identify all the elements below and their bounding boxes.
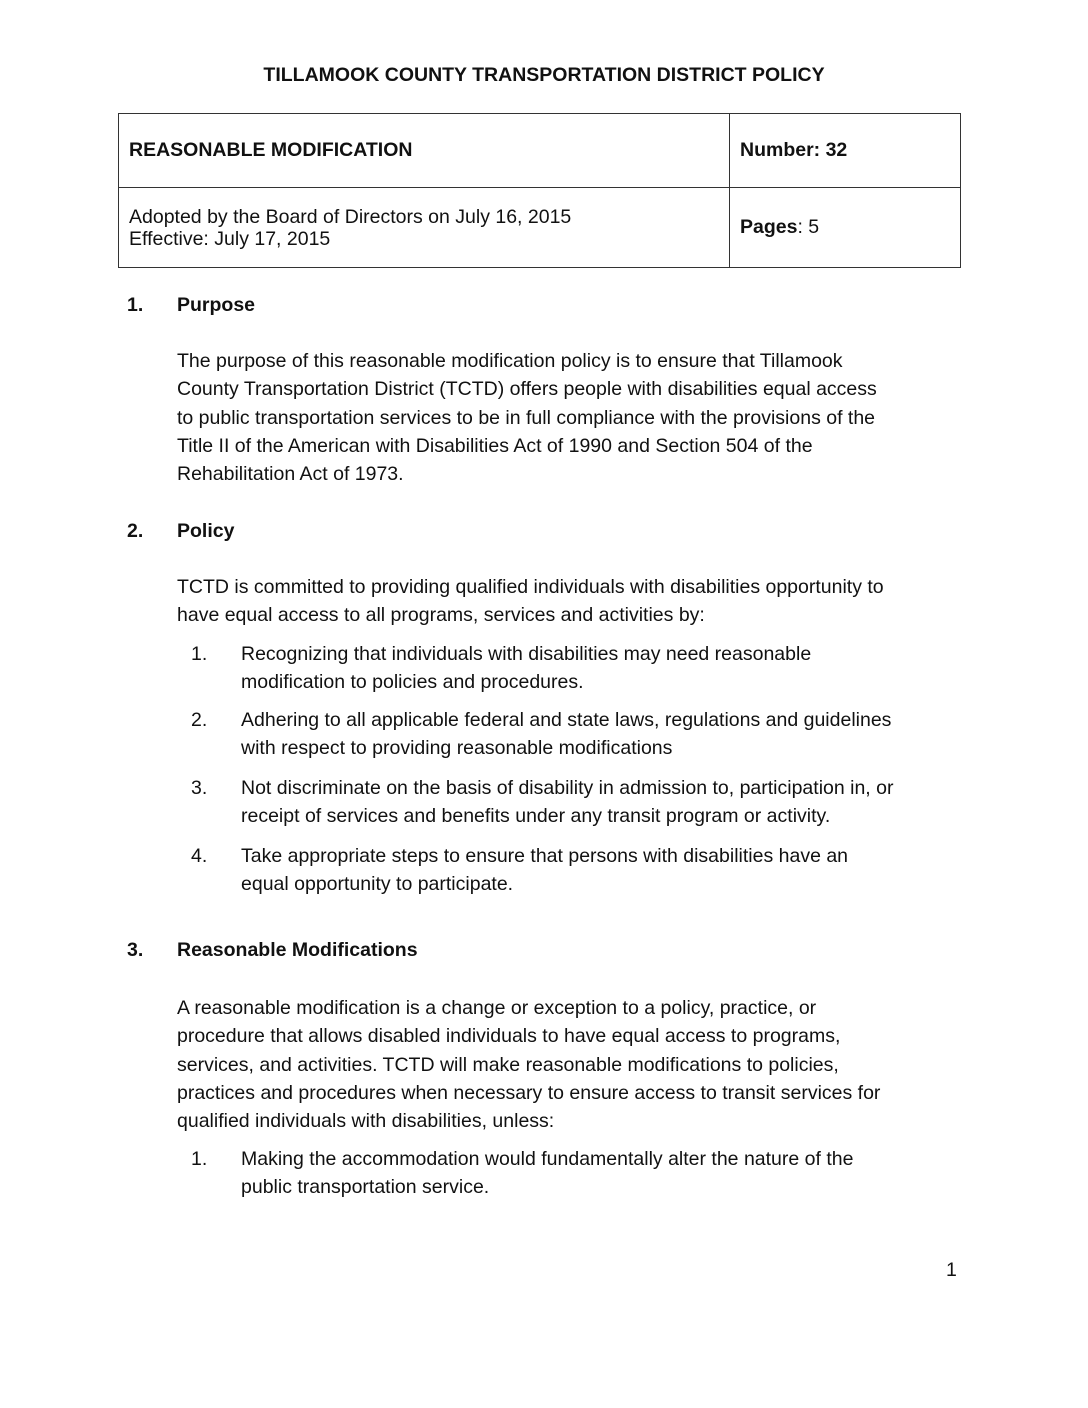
pages-value: : 5 [797,216,820,238]
paragraph-line: A reasonable modification is a change or exception to a policy, practice, or [177,997,817,1019]
list-text [241,842,848,899]
page-number: 1 [946,1259,957,1281]
list-line: with respect to providing reasonable modifications [241,737,673,760]
policy-number-cell: Number: 32 [730,114,961,188]
adopted-date: Adopted by the Board of Directors on July 16, 2015 [129,205,572,228]
paragraph-line: practices and procedures when necessary to ensure access to transit services for [177,1081,881,1104]
section-number: 3. [127,939,144,961]
list-line: public transportation service. [241,1176,490,1199]
list-number: 1. [191,1148,208,1170]
list-line: Making the accommodation would fundamentally alter the nature of the [241,1148,854,1170]
paragraph-line: services, and activities. TCTD will make reasonable modifications to policies, [177,1053,839,1076]
paragraph-line: The purpose of this reasonable modification policy is to ensure that Tillamook [177,350,843,372]
pages-label: Pages [740,216,798,238]
list-number: 4. [191,845,208,867]
paragraph-line: qualified individuals with disabilities, unless: [177,1110,555,1133]
list-text [241,1145,853,1202]
list-number: 2. [191,709,208,731]
list-text [241,640,811,697]
list-number: 3. [191,777,208,799]
list-line: equal opportunity to participate. [241,873,514,896]
pages-cell [730,188,961,268]
list-number: 1. [191,643,208,665]
list-text [241,774,893,831]
policy-header-table [118,113,961,268]
policy-header-row-1 [119,114,961,188]
paragraph-line: have equal access to all programs, services and activities by: [177,604,705,627]
adoption-cell [119,188,730,268]
section-title: Reasonable Modifications [177,939,418,961]
document-title: TILLAMOOK COUNTY TRANSPORTATION DISTRICT POLICY [263,64,825,86]
paragraph-line: Rehabilitation Act of 1973. [177,463,404,486]
effective-date: Effective: July 17, 2015 [129,227,331,250]
list-line: Take appropriate steps to ensure that persons with disabilities have an [241,845,849,867]
reasonable-modifications-paragraph [177,994,967,1135]
list-line: modification to policies and procedures. [241,671,584,694]
policy-header-row-2 [119,188,961,268]
purpose-paragraph [177,347,967,488]
paragraph-line: Title II of the American with Disabilities Act of 1990 and Section 504 of the [177,434,813,457]
list-line: Not discriminate on the basis of disability in admission to, participation in, or [241,777,894,799]
section-number: 2. [127,520,144,542]
policy-paragraph [177,573,967,630]
list-line: Adhering to all applicable federal and state laws, regulations and guidelines [241,709,892,731]
paragraph-line: to public transportation services to be in full compliance with the provisions of the [177,406,876,429]
list-line: Recognizing that individuals with disabilities may need reasonable [241,643,812,665]
list-line: receipt of services and benefits under any transit program or activity. [241,805,831,828]
paragraph-line: TCTD is committed to providing qualified individuals with disabilities opportunity to [177,576,884,598]
paragraph-line: County Transportation District (TCTD) offers people with disabilities equal access [177,378,877,401]
list-text [241,706,891,763]
section-title: Policy [177,520,235,542]
policy-name-cell: REASONABLE MODIFICATION [119,114,730,188]
section-number: 1. [127,294,144,316]
paragraph-line: procedure that allows disabled individuals to have equal access to programs, [177,1025,841,1048]
section-title: Purpose [177,294,256,316]
